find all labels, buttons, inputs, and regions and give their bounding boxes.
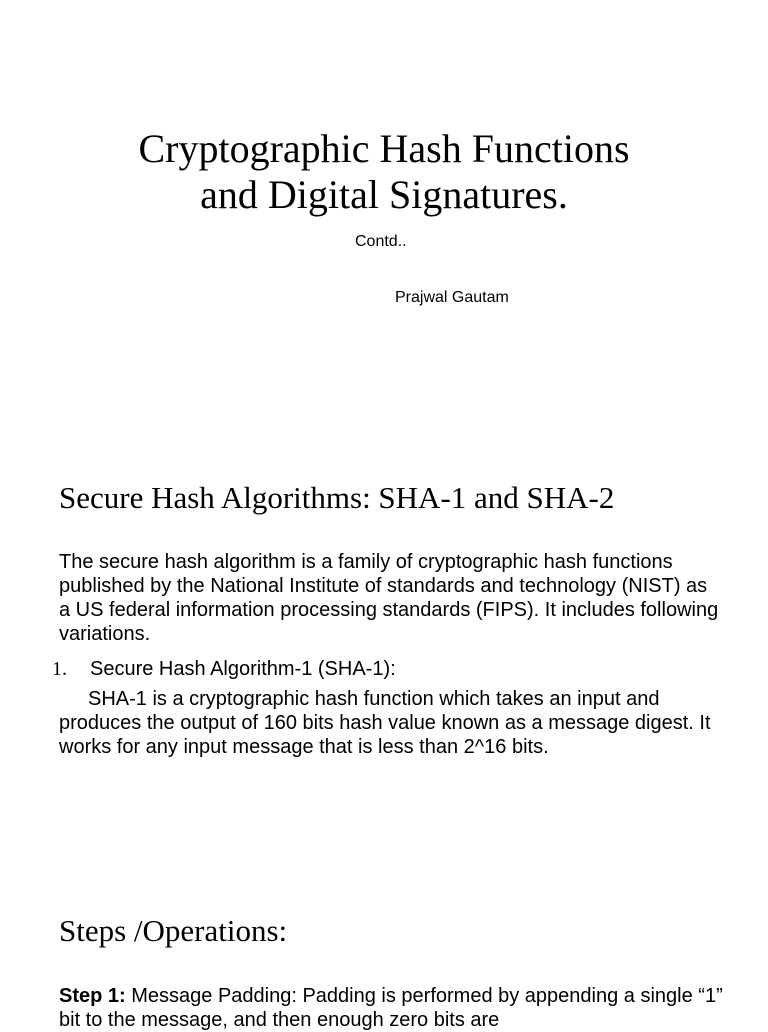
section-heading-sha: Secure Hash Algorithms: SHA-1 and SHA-2 xyxy=(59,480,615,515)
sha1-description-text: SHA-1 is a cryptographic hash function which takes an input and produces the output of 160 bits hash value known as a message digest. It works for any input message that is less than 2^16 bits. xyxy=(59,688,711,758)
step-1-paragraph xyxy=(59,984,729,1032)
step-1-label: Step 1: xyxy=(59,985,126,1007)
title-line-1: Cryptographic Hash Functions xyxy=(138,126,630,171)
step-1-text: Message Padding: Padding is performed by appending a single “1” bit to the message, and then enough zero bits are xyxy=(59,985,723,1031)
document-title xyxy=(0,126,768,218)
list-item-text: Secure Hash Algorithm-1 (SHA-1): xyxy=(90,658,396,680)
list-item-sha1 xyxy=(52,657,396,681)
sha1-description xyxy=(59,687,719,759)
list-item-number: 1. xyxy=(52,658,67,680)
title-line-2: and Digital Signatures. xyxy=(200,172,568,217)
author-name: Prajwal Gautam xyxy=(395,289,509,306)
subtitle: Contd.. xyxy=(355,233,407,250)
intro-paragraph: The secure hash algorithm is a family of cryptographic hash functions published by the National Institute of standards and technology (NIST) as a US federal information processing standards (FIPS). It includes following variations. xyxy=(59,551,719,645)
section-heading-steps: Steps /Operations: xyxy=(59,913,288,948)
